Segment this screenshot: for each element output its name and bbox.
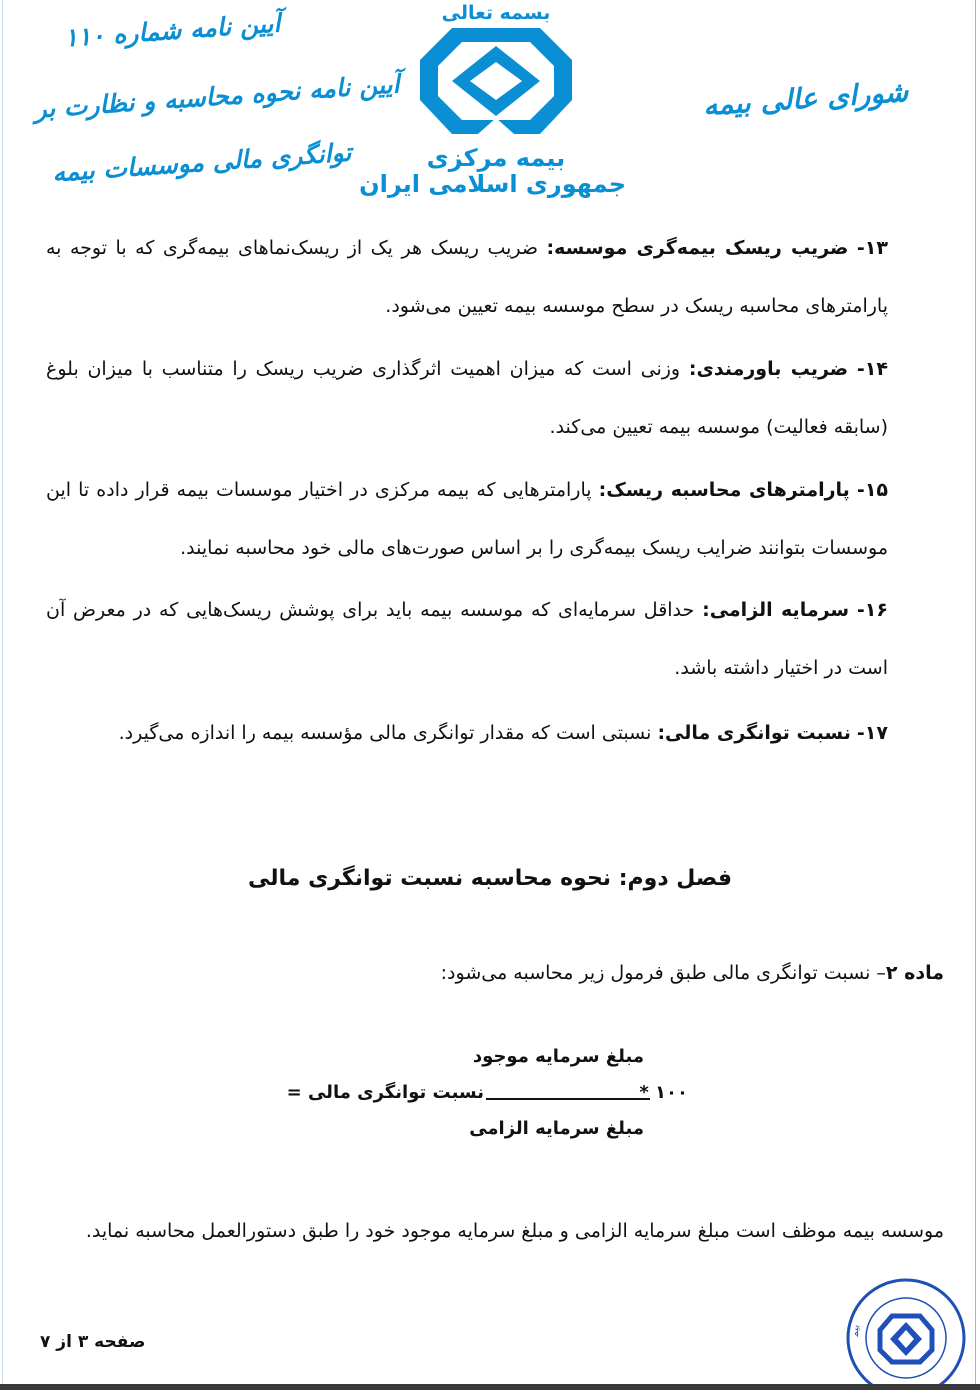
solvency-formula bbox=[286, 1040, 700, 1150]
central-insurance-logo bbox=[359, 0, 626, 200]
definition-text: نسبتی است که مقدار توانگری مالی مؤسسه بیمه را اندازه می‌گیرد. bbox=[118, 722, 652, 744]
definition-text: پارامترهایی که بیمه مرکزی در اختیار موسسات بیمه قرار داده تا این موسسات بتوانند ضرایب ریسک بیمه‌گری را بر اساس صورت‌های مالی خود محاسبه نمایند. bbox=[46, 479, 888, 559]
definition-number: ۱۷- bbox=[856, 722, 888, 744]
regulation-title-line2: توانگری مالی موسسات بیمه bbox=[51, 137, 353, 188]
definition-number: ۱۶- bbox=[856, 599, 888, 621]
definition-number: ۱۵- bbox=[856, 479, 889, 501]
regulation-number: آیین نامه شماره ۱۱۰ bbox=[63, 8, 282, 53]
article-text: – نسبت توانگری مالی طبق فرمول زیر محاسبه می‌شود: bbox=[440, 962, 886, 984]
fraction-line bbox=[486, 1098, 650, 1100]
page-border-right bbox=[975, 0, 976, 1390]
official-stamp bbox=[836, 1272, 976, 1384]
article-2 bbox=[441, 962, 944, 984]
formula-denominator: مبلغ سرمایه الزامی bbox=[469, 1118, 644, 1139]
bottom-edge bbox=[0, 1384, 980, 1390]
definition-text: ضریب ریسک هر یک از ریسک‌نماهای بیمه‌گری که با توجه به پارامترهای محاسبه ریسک در سطح موسسه بیمه تعیین می‌شود. bbox=[46, 237, 888, 317]
logo-org-line1: بیمه مرکزی bbox=[426, 144, 566, 172]
article-label: ماده ۲ bbox=[885, 962, 944, 984]
definition-17 bbox=[46, 704, 888, 762]
closing-paragraph: موسسه بیمه موظف است مبلغ سرمایه الزامی و مبلغ سرمایه موجود خود را طبق دستورالعمل محاسبه نماید. bbox=[85, 1220, 944, 1242]
definition-16 bbox=[46, 581, 888, 697]
stamp-seal-icon bbox=[836, 1272, 976, 1384]
definition-term: ضریب ریسک بیمه‌گری موسسه: bbox=[546, 237, 849, 259]
definition-14 bbox=[46, 340, 888, 456]
logo-org-line2: جمهوری اسلامی ایران bbox=[359, 170, 626, 198]
definition-term: نسبت توانگری مالی: bbox=[657, 722, 851, 744]
definition-number: ۱۳- bbox=[856, 237, 888, 259]
page-border-left bbox=[2, 0, 3, 1390]
definition-term: سرمایه الزامی: bbox=[702, 599, 850, 621]
formula-multiplier: ۱۰۰ * bbox=[639, 1082, 688, 1103]
formula-lhs: نسبت توانگری مالی = bbox=[286, 1082, 484, 1103]
definition-number: ۱۴- bbox=[856, 358, 888, 380]
stamp-text: بیم bbox=[849, 1323, 862, 1337]
definition-text: وزنی است که میزان اهمیت اثرگذاری ضریب ریسک را متناسب با میزان بلوغ (سابقه فعالیت) موسسه بیمه تعیین می‌کند. bbox=[46, 358, 888, 438]
council-name: شورای عالی بیمه bbox=[701, 74, 909, 123]
definition-term: پارامترهای محاسبه ریسک: bbox=[598, 479, 850, 501]
definition-text: حداقل سرمایه‌ای که موسسه بیمه باید برای پوشش ریسک‌هایی که در معرض آن است در اختیار داشته باشد. bbox=[46, 599, 888, 679]
formula-numerator: مبلغ سرمایه موجود bbox=[472, 1046, 644, 1067]
definition-term: ضریب باورمندی: bbox=[688, 358, 849, 380]
basmala-text: بسمه تعالی bbox=[441, 2, 551, 24]
definition-15 bbox=[46, 461, 888, 577]
definition-13 bbox=[46, 219, 888, 335]
chapter-title: فصل دوم: نحوه محاسبه نسبت توانگری مالی bbox=[248, 866, 732, 891]
regulation-title-line1: آیین نامه نحوه محاسبه و نظارت بر bbox=[33, 69, 401, 124]
page-number: صفحه ۳ از ۷ bbox=[40, 1332, 146, 1352]
